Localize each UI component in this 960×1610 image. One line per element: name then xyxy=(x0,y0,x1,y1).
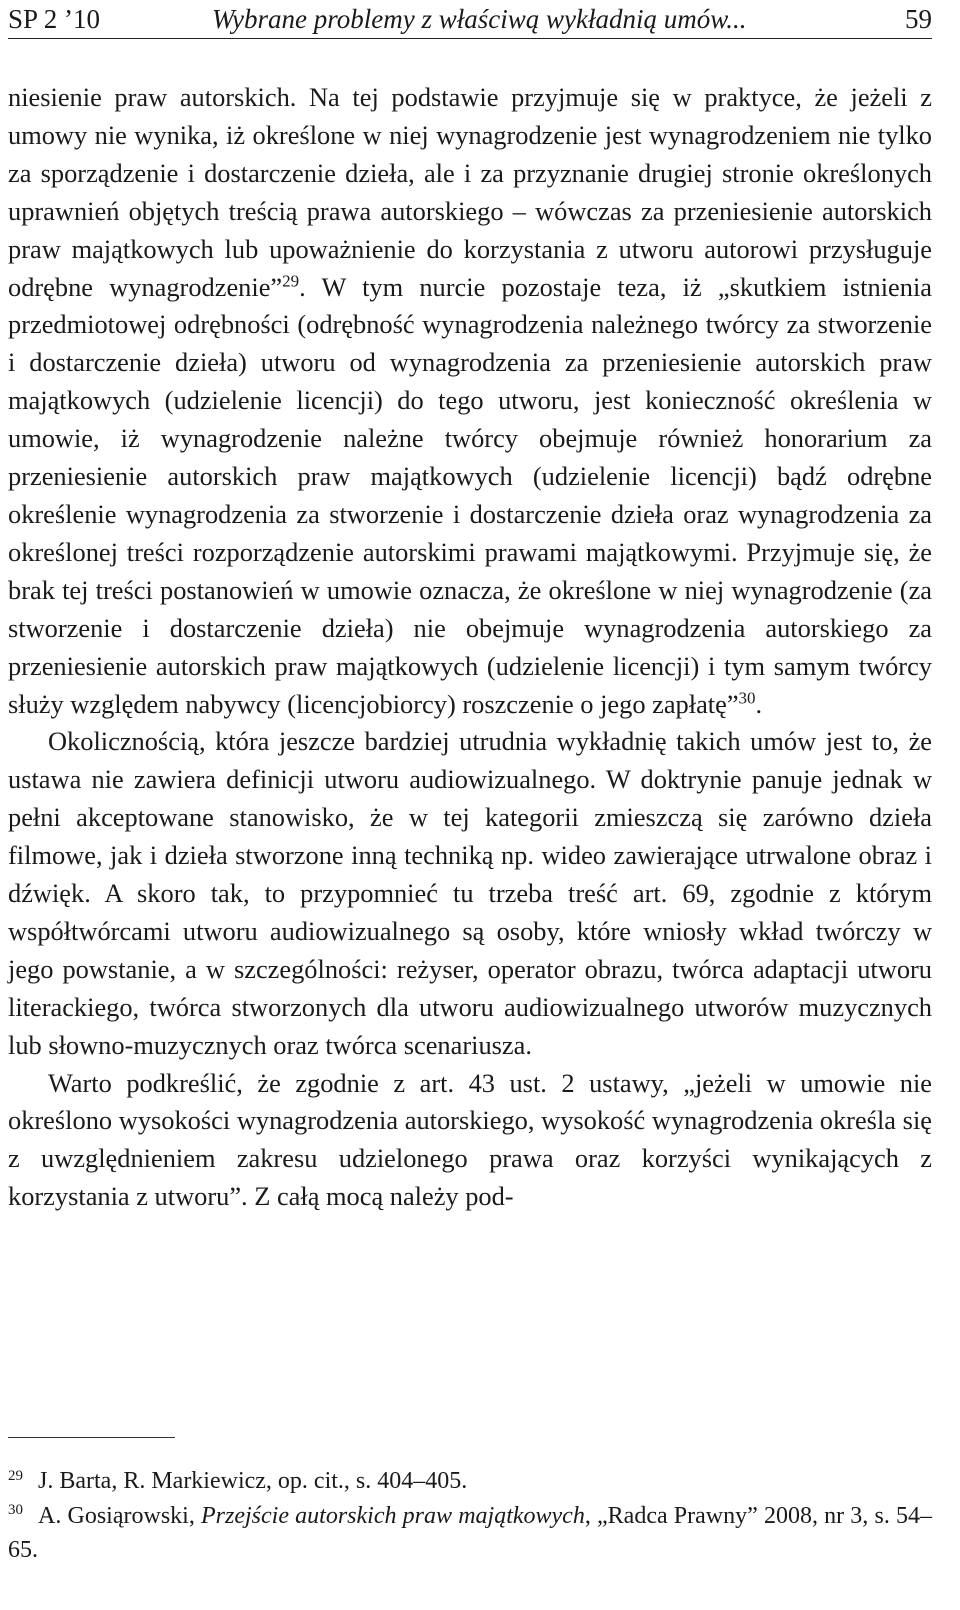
running-header xyxy=(8,0,932,39)
paragraph-1-part-c: . xyxy=(755,688,763,719)
journal-issue: SP 2 ’10 xyxy=(8,4,101,34)
page-number: 59 xyxy=(905,4,932,34)
footnotes xyxy=(8,1464,932,1568)
footnote-ref-29[interactable]: 29 xyxy=(282,271,300,291)
main-text xyxy=(8,79,932,1216)
paragraph-1-part-b: . W tym nurcie pozostaje teza, iż „skutkiem istnienia przedmiotowej odrębności (odrębność wynagrodzenia należnego twórcy za stworzenie i dostarczenie dzieła) utworu od wynagrodzenia za przeniesienie autorskich praw majątkowych (udzielenie licencji) do tego utworu, jest konieczność określenia w umowie, iż wynagrodzenie należne twórcy obejmuje również honorarium za przeniesienie autorskich praw majątkowych (udzielenie licencji) bądź odrębne określenie wynagrodzenia za stworzenie i dostarczenie dzieła oraz wynagrodzenia za określonej treści rozporządzenie autorskimi prawami majątkowymi. Przyjmuje się, że brak tej treści postanowień w umowie oznacza, że określone w niej wynagrodzenie (za stworzenie i dostarczenie dzieła) nie obejmuje wynagrodzenia autorskiego za przeniesienie autorskich praw majątkowych (udzielenie licencji) i tym samym twórcy służy względem nabywcy (licencjobiorcy) roszczenie o jego zapłatę” xyxy=(8,271,932,719)
paragraph-2: Okolicznością, która jeszcze bardziej utrudnia wykładnię takich umów jest to, że ustawa nie zawiera definicji utworu audiowizualnego. W doktrynie panuje jednak w pełni akceptowane stanowisko, że w tej kategorii zmieszczą się zarówno dzieła filmowe, jak i dzieła stworzone inną techniką np. wideo zawierające utrwalone obraz i dźwięk. A skoro tak, to przypomnieć tu trzeba treść art. 69, zgodnie z którym współtwórcami utworu audiowizualnego są osoby, które wniosły wkład twórczy w jego powstanie, a w szczególności: reżyser, operator obrazu, twórca adaptacji utworu literackiego, twórca stworzonych dla utworu audiowizualnego utworów muzycznych lub słowno-muzycznych oraz twórca scenariusza. xyxy=(8,726,932,1060)
footnote-separator xyxy=(8,1437,175,1438)
paragraph-1 xyxy=(8,79,932,723)
footnote-text-before: A. Gosiąrowski, xyxy=(38,1502,202,1529)
footnote-text: J. Barta, R. Markiewicz, op. cit., s. 404–405. xyxy=(38,1468,468,1494)
footnote-29: 29 J. Barta, R. Markiewicz, op. cit., s. 404–405. xyxy=(8,1467,468,1494)
footnote-cited-title: Przejście autorskich praw majątkowych xyxy=(201,1502,585,1529)
footnote-30: 30 A. Gosiąrowski, Przejście autorskich praw majątkowych, „Radca Prawny” 2008, nr 3, s. 54–65. xyxy=(8,1502,932,1563)
footnote-ref-30[interactable]: 30 xyxy=(738,688,756,708)
footnote-text-after: , „Radca Prawny” 2008, nr 3, s. 54–65. xyxy=(8,1502,932,1563)
running-title: Wybrane problemy z właściwą wykładnią umów... xyxy=(212,4,747,34)
paragraph-3: Warto podkreślić, że zgodnie z art. 43 ust. 2 ustawy, „jeżeli w umowie nie określono wysokości wynagrodzenia autorskiego, wysokość wynagrodzenia określa się z uwzględnieniem zakresu udzielonego prawa oraz korzyści wynikających z korzystania z utworu”. Z całą mocą należy pod- xyxy=(8,1067,932,1212)
paragraph-1-part-a: niesienie praw autorskich. Na tej podstawie przyjmuje się w praktyce, że jeżeli z umowy nie wynika, iż określone w niej wynagrodzenie jest wynagrodzeniem nie tylko za sporządzenie i dostarczenie dzieła, ale i za przyznanie drugiej stronie określonych uprawnień objętych treścią prawa autorskiego – wówczas za przeniesienie autorskich praw majątkowych lub upoważnienie do korzystania z utworu autorowi przysługuje odrębne wynagrodzenie” xyxy=(8,82,932,302)
